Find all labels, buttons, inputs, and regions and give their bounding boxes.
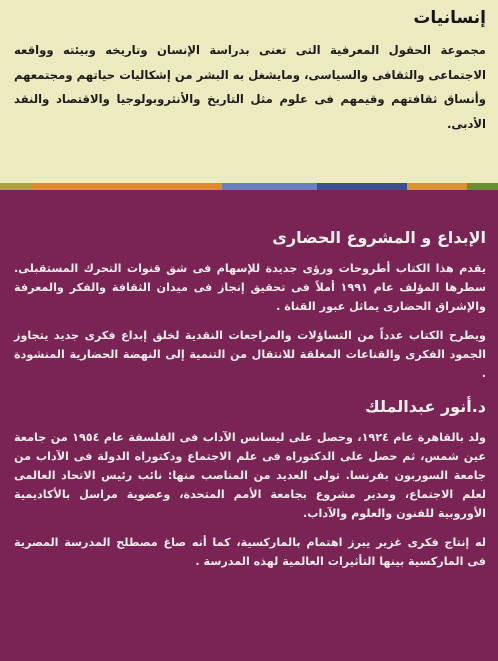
stripe-segment <box>317 183 407 190</box>
intro-text: مجموعة الحقول المعرفية التى تعنى بدراسة الإنسان وتاريخه وبيئته وواقعه الاجتماعى والثقافى والسياسى، ومايشغل به البشر من إشكاليات حياتهم ومجتمعهم وأنساق ثقافتهم وقيمهم فى علوم مثل التاريخ والأنثروبولوجيا والاقتصاد والنقد الأدبى. <box>14 43 486 131</box>
book-title: الإبداع و المشروع الحضارى <box>272 228 486 247</box>
stripe-segment <box>0 183 32 190</box>
stripe-segment <box>467 183 498 190</box>
color-stripe <box>0 183 498 190</box>
author-paragraph: ولد بالقاهرة عام ١٩٢٤، وحصل على ليسانس الآداب فى الفلسفة عام ١٩٥٤ من جامعة عين شمس، ثم حصل على الدكتوراه فى علم الاجتماع ودكتوراه الدولة فى الآداب من جامعة السوربون بفرنسا. تولى العديد من المناصب منها: نائب رئيس الاتحاد العالمى لعلم الاجتماع، ومدير مشروع بجامعة الأمم المتحدة، وعضوية مراسل بالأكاديمية الأوروبية للفنون والعلوم والآداب. <box>14 431 486 520</box>
stripe-segment <box>32 183 222 190</box>
author-paragraph: له إنتاج فكرى غزير يبرز اهتمام بالماركسية، كما أنه صاغ مصطلح المدرسة المصرية فى الماركسية بينها التأثيرات العالمية لهذه المدرسة . <box>14 536 486 568</box>
back-cover-body <box>0 190 498 661</box>
intro-section <box>0 0 498 183</box>
book-paragraph: ويطرح الكتاب عدداً من التساؤلات والمراجعات النقدية لخلق إبداع فكرى جديد يتجاوز الجمود الفكرى والقناعات المغلقة للانتقال من التنمية إلى النهضة الحضارية المنشودة . <box>14 329 486 380</box>
intro-title: إنسانيات <box>413 8 486 28</box>
author-name: د.أنور عبدالملك <box>365 397 486 416</box>
book-paragraph: يقدم هذا الكتاب أطروحات ورؤى جديدة للإسهام فى شق قنوات التحرك المستقبلى. سطرها المؤلف عام ١٩٩١ أملاً فى تحقيق إنجاز فى ميدان الثقافة والفكر والمعرفة والإشراق الحضارى يماثل عبور القناة . <box>14 262 486 313</box>
stripe-segment <box>222 183 317 190</box>
stripe-segment <box>407 183 467 190</box>
